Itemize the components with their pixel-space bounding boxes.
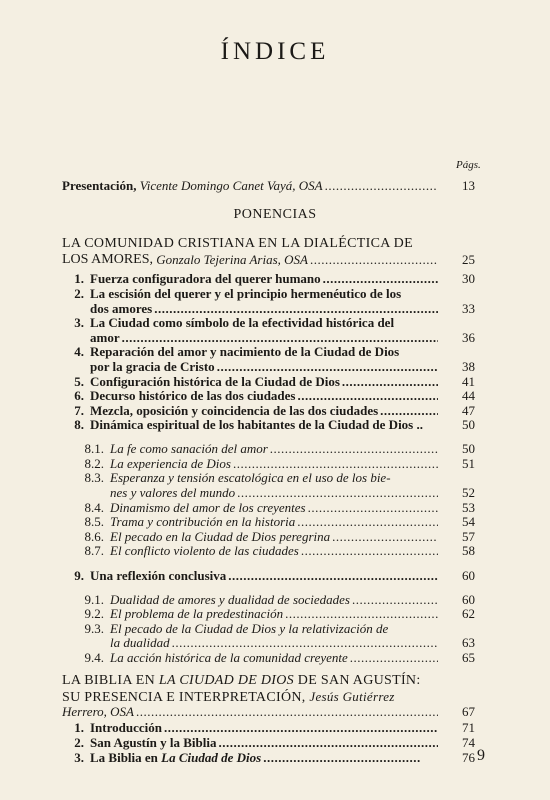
entry-author: Gonzalo Tejerina Arias, OSA <box>156 252 308 267</box>
entry-label: El conflicto violento de las ciudades <box>110 543 299 558</box>
entry-number: 8.4. <box>84 500 104 515</box>
entry-label: dos amores <box>90 301 153 316</box>
page-number: 65 <box>462 650 475 665</box>
page-number: 52 <box>462 485 475 500</box>
leader-dots <box>308 500 438 515</box>
leader-dots <box>380 403 438 418</box>
entry-label: Esperanza y tensión escatológica en el uso de los bie- <box>110 470 391 485</box>
leader-dots <box>325 178 438 193</box>
entry-label: Fuerza configuradora del querer humano <box>90 271 321 286</box>
page-number: 50 <box>462 441 475 456</box>
toc-subentry-8-1[interactable] <box>80 441 440 456</box>
toc-subentry-8-5[interactable] <box>80 514 440 529</box>
page-number: 38 <box>462 359 475 374</box>
toc-entry-part1[interactable] <box>62 252 440 267</box>
entry-label: El pecado de la Ciudad de Dios y la relativización de <box>110 621 389 636</box>
entry-label: amor <box>90 330 120 345</box>
page-number: 33 <box>462 301 475 316</box>
toc-entry-2-line1[interactable] <box>62 286 401 301</box>
toc-entry-7[interactable] <box>62 403 440 418</box>
toc-subentry-9-3-line2[interactable] <box>110 635 440 650</box>
entry-number: 3. <box>74 750 84 765</box>
page-folio: 9 <box>477 747 485 764</box>
entry-number: 9.1. <box>84 592 104 607</box>
toc-entry-2-line2[interactable] <box>90 301 440 316</box>
entry-label: Configuración histórica de la Ciudad de Dios <box>90 374 340 389</box>
entry-number: 8.7. <box>84 543 104 558</box>
leader-dots <box>263 750 420 765</box>
leader-dots <box>301 543 438 558</box>
entry-number: 2. <box>74 735 84 750</box>
entry-label: Dinamismo del amor de los creyentes <box>110 500 306 515</box>
toc-entry-8[interactable] <box>62 417 423 432</box>
leader-dots <box>136 704 438 719</box>
leader-dots <box>310 252 438 267</box>
entry-number: 7. <box>74 403 84 418</box>
entry-label: Decurso histórico de las dos ciudades <box>90 388 296 403</box>
part1-title-line1: LA COMUNIDAD CRISTIANA EN LA DIALÉCTICA DE <box>62 236 413 251</box>
leader-dots <box>352 592 438 607</box>
part1-title-line2: LOS AMORES, <box>62 252 154 267</box>
entry-label: Presentación, <box>62 178 137 193</box>
page-number: 50 <box>462 417 475 432</box>
toc-subentry-8-4[interactable] <box>80 500 440 515</box>
toc-subentry-8-6[interactable] <box>80 529 440 544</box>
leader-dots <box>154 301 438 316</box>
leader-dots <box>297 514 438 529</box>
part2-title-line1 <box>62 673 421 688</box>
entry-number: 9.2. <box>84 606 104 621</box>
entry-label: Reparación del amor y nacimiento de la Ciudad de Dios <box>90 344 400 359</box>
leader-dots <box>172 635 438 650</box>
entry-label: Dinámica espiritual de los habitantes de la Ciudad de Dios .. <box>90 417 423 432</box>
entry-author: Herrero, OSA <box>62 704 134 719</box>
entry-number: 1. <box>74 271 84 286</box>
toc-entry-3-line1[interactable] <box>62 315 394 330</box>
entry-number: 8.5. <box>84 514 104 529</box>
page-number: 60 <box>462 568 475 583</box>
page-number: 41 <box>462 374 475 389</box>
part2-title-b: LA CIUDAD DE DIOS <box>158 673 294 688</box>
entry-number: 8.3. <box>84 470 104 485</box>
toc-subentry-9-4[interactable] <box>80 650 440 665</box>
entry-label: La acción histórica de la comunidad creyente <box>110 650 348 665</box>
section-heading: PONENCIAS <box>233 207 317 222</box>
leader-dots <box>237 485 438 500</box>
leader-dots <box>270 441 438 456</box>
entry-number: 9.3. <box>84 621 104 636</box>
part2-title-a: LA BIBLIA EN <box>62 673 156 688</box>
leader-dots <box>323 271 438 286</box>
part2-title-c: DE SAN AGUSTÍN: <box>297 673 421 688</box>
entry-number: 8.1. <box>84 441 104 456</box>
entry-label: la dualidad <box>110 635 170 650</box>
entry-number: 8. <box>74 417 84 432</box>
entry-label: La escisión del querer y el principio hermenéutico de los <box>90 286 402 301</box>
page-number: 36 <box>462 330 475 345</box>
page-number: 63 <box>462 635 475 650</box>
leader-dots <box>217 359 438 374</box>
entry-label: Una reflexión conclusiva <box>90 568 227 583</box>
leader-dots <box>122 330 438 345</box>
page-number: 74 <box>462 735 475 750</box>
page-number: 25 <box>462 252 475 267</box>
page-number: 71 <box>462 720 475 735</box>
entry-number: 8.2. <box>84 456 104 471</box>
entry-label: por la gracia de Cristo <box>90 359 215 374</box>
toc-subentry-8-2[interactable] <box>80 456 440 471</box>
entry-number: 6. <box>74 388 84 403</box>
entry-author: Vicente Domingo Canet Vayá, OSA <box>139 178 323 193</box>
entry-number: 8.6. <box>84 529 104 544</box>
leader-dots <box>228 568 438 583</box>
entry-number: 9. <box>74 568 84 583</box>
entry-label: Mezcla, oposición y coincidencia de las dos ciudades <box>90 403 379 418</box>
toc-entry-1[interactable] <box>62 271 440 286</box>
toc-subentry-9-1[interactable] <box>80 592 440 607</box>
toc-entry-5[interactable] <box>62 374 440 389</box>
page-number: 60 <box>462 592 475 607</box>
page-number: 47 <box>462 403 475 418</box>
entry-label: Dualidad de amores y dualidad de sociedades <box>110 592 350 607</box>
entry-number: 1. <box>74 720 84 735</box>
entry-number: 4. <box>74 344 84 359</box>
toc-entry-p2-1[interactable] <box>62 720 440 735</box>
part2-title-line2 <box>62 689 395 705</box>
page-title: ÍNDICE <box>220 38 330 65</box>
toc-entry-9[interactable] <box>62 568 440 583</box>
pages-column-label: Págs. <box>456 159 481 171</box>
entry-number: 3. <box>74 315 84 330</box>
page-number: 53 <box>462 500 475 515</box>
page-number: 57 <box>462 529 475 544</box>
entry-label: Introducción <box>90 720 162 735</box>
toc-entry-part2[interactable] <box>62 704 440 719</box>
page-number: 67 <box>462 704 475 719</box>
toc-entry-p2-3[interactable] <box>62 750 422 765</box>
leader-dots <box>218 735 438 750</box>
page-number: 30 <box>462 271 475 286</box>
leader-dots <box>233 456 438 471</box>
toc-subentry-8-3-line1[interactable] <box>80 470 391 485</box>
leader-dots <box>297 388 438 403</box>
toc-subentry-8-7[interactable] <box>80 543 440 558</box>
toc-subentry-9-2[interactable] <box>80 606 440 621</box>
part2-title-line2-text: SU PRESENCIA E INTERPRETACIÓN, <box>62 690 306 705</box>
entry-label: El pecado en la Ciudad de Dios peregrina <box>110 529 331 544</box>
toc-entry-3-line2[interactable] <box>90 330 440 345</box>
page-number: 51 <box>462 456 475 471</box>
leader-dots <box>332 529 438 544</box>
leader-dots <box>350 650 438 665</box>
page-number: 54 <box>462 514 475 529</box>
toc-entry-4-line2[interactable] <box>90 359 440 374</box>
page-number: 58 <box>462 543 475 558</box>
entry-label: Trama y contribución en la historia <box>110 514 296 529</box>
entry-number: 2. <box>74 286 84 301</box>
leader-dots <box>285 606 438 621</box>
entry-label-italic: La Ciudad de Dios <box>161 750 262 765</box>
entry-label: La Biblia en <box>90 750 158 765</box>
page-number: 44 <box>462 388 475 403</box>
toc-subentry-9-3-line1[interactable] <box>80 621 388 636</box>
entry-label: nes y valores del mundo <box>110 485 236 500</box>
leader-dots <box>164 720 438 735</box>
leader-dots <box>342 374 438 389</box>
toc-entry-4-line1[interactable] <box>62 344 399 359</box>
entry-label: San Agustín y la Biblia <box>90 735 217 750</box>
entry-label: La Ciudad como símbolo de la efectividad histórica del <box>90 315 395 330</box>
entry-author: Jesús Gutiérrez <box>309 689 395 704</box>
page-number: 13 <box>462 178 475 193</box>
toc-entry-presentacion[interactable] <box>62 178 440 193</box>
entry-number: 5. <box>74 374 84 389</box>
entry-label: La experiencia de Dios <box>110 456 231 471</box>
page-number: 62 <box>462 606 475 621</box>
toc-subentry-8-3-line2[interactable] <box>110 485 440 500</box>
toc-entry-6[interactable] <box>62 388 440 403</box>
page-number: 76 <box>462 750 475 765</box>
entry-label: La fe como sanación del amor <box>110 441 268 456</box>
toc-entry-p2-2[interactable] <box>62 735 440 750</box>
entry-label: El problema de la predestinación <box>110 606 284 621</box>
entry-number: 9.4. <box>84 650 104 665</box>
